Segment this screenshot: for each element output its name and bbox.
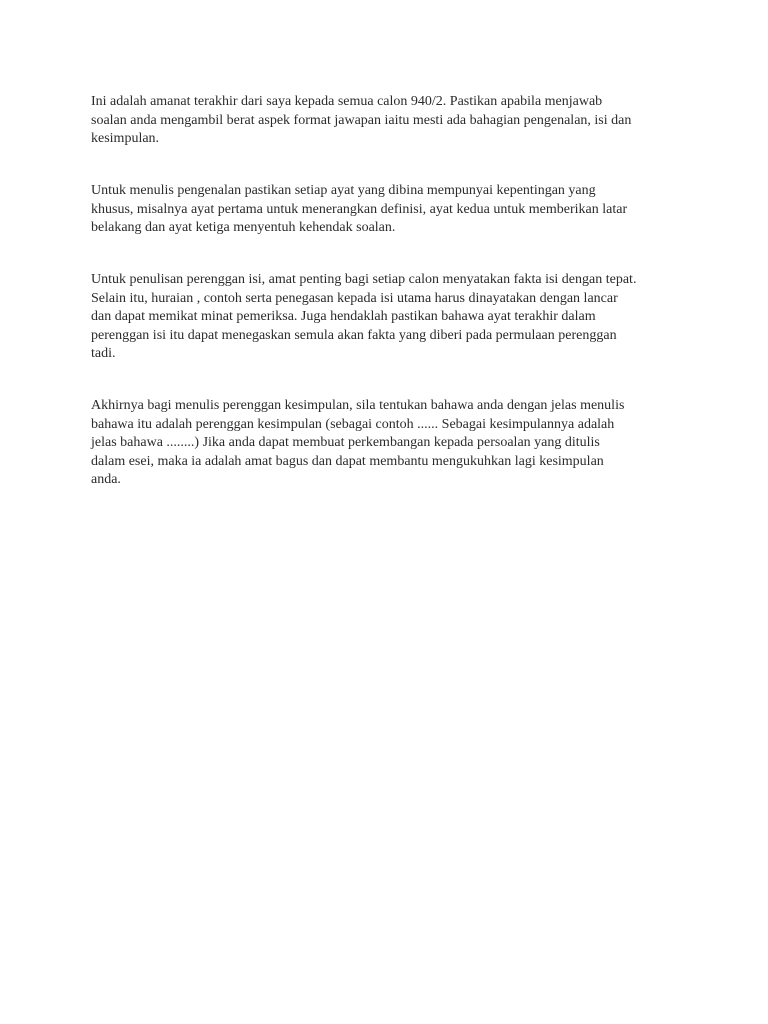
paragraph-pengenalan: Untuk menulis pengenalan pastikan setiap ayat yang dibina mempunyai kepentingan yang khusus, misalnya ayat pertama untuk menerangkan definisi, ayat kedua untuk memberikan latar belakang dan ayat ketiga menyentuh kehendak soalan. bbox=[91, 183, 628, 235]
paragraph-introduction-note: Ini adalah amanat terakhir dari saya kepada semua calon 940/2. Pastikan apabila menjawab soalan anda mengambil berat aspek format jawapan iaitu mesti ada bahagian pengenalan, isi dan kesimpulan. bbox=[91, 94, 632, 146]
paragraph-kesimpulan: Akhirnya bagi menulis perenggan kesimpulan, sila tentukan bahawa anda dengan jelas menulis bahawa itu adalah perenggan kesimpulan (sebagai contoh ...... Sebagai kesimpulannya adalah jelas bahawa ........) Jika anda dapat membuat perkembangan kepada persoalan yang ditulis dalam esei, maka ia adalah amat bagus dan dapat membantu mengukuhkan lagi kesimpulan anda. bbox=[91, 398, 625, 487]
paragraph-isi: Untuk penulisan perenggan isi, amat penting bagi setiap calon menyatakan fakta isi dengan tepat. Selain itu, huraian , contoh serta penegasan kepada isi utama harus dinayatakan dengan lancar dan dapat memikat minat pemeriksa. Juga hendaklah pastikan bahawa ayat terakhir dalam perenggan isi itu dapat menegaskan semula akan fakta yang diberi pada permulaan perenggan tadi. bbox=[91, 272, 637, 361]
